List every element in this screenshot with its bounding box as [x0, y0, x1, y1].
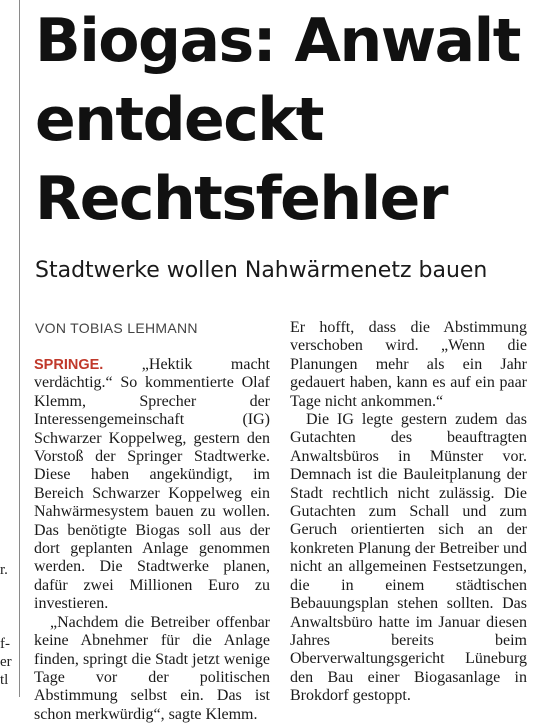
article-column-2	[290, 319, 527, 706]
dateline: SPRINGE.	[34, 357, 104, 373]
cut-off-text-fragment: tl	[0, 672, 9, 688]
headline-line: Biogas: Anwalt	[35, 6, 520, 76]
subheadline: Stadtwerke wollen Nahwärmenetz bauen	[35, 258, 488, 283]
headline	[35, 2, 555, 239]
article-paragraph: Die IG legte gestern zudem das Gutachten des beauftragten Anwaltsbüros in Münster vor. Demnach ist die Bauleitplanung der Stadt rechtlich nicht zulässig. Die Gutachten zum Schall und zum Geruch orientierten sich an der konkreten Planung der Betreiber und nicht an allgemeinen Festsetzungen, die in einem städtischen Bebauungsplan stehen sollten. Das Anwaltsbüro hatte im Januar diesen Jahres bereits beim Oberverwaltungsgericht Lüneburg den Bau einer Biogasanlage in Brokdorf gestoppt.	[290, 411, 527, 705]
column-divider-rule	[19, 0, 20, 697]
headline-line: entdeckt	[35, 85, 323, 155]
cut-off-text-fragment: f-	[0, 636, 10, 652]
cut-off-text-fragment: er	[0, 654, 12, 670]
article-paragraph	[34, 356, 270, 614]
article-paragraph: „Nachdem die Betreiber offenbar keine Abnehmer für die Anlage finden, springt die Stadt jetzt wenige Tage vor der politischen Abstimmung selbst ein. Das ist schon merkwürdig“, sagte Klemm.	[34, 613, 270, 723]
article-paragraph: Er hofft, dass die Abstimmung verschoben wird. „Wenn die Planungen mehr als ein Jahr gedauert haben, kann es auf ein paar Tage nicht ankommen.“	[290, 319, 527, 410]
cut-off-text-fragment: r.	[0, 562, 8, 578]
article-column-1	[34, 356, 270, 724]
paragraph-text: „Hektik macht verdächtig.“ So kommentierte Olaf Klemm, Sprecher der Interessengemeinschaft (IG) Schwarzer Koppelweg, gestern den Vorstoß der Springer Stadtwerke. Diese haben angekündigt, im Bereich Schwarzer Koppelweg ein Nahwärmesystem bauen zu wollen. Das benötigte Biogas soll aus der dort geplanten Anlage genommen werden. Die Stadtwerke planen, dafür zwei Millionen Euro zu investieren.	[34, 356, 270, 613]
byline: VON TOBIAS LEHMANN	[35, 320, 198, 336]
headline-line: Rechtsfehler	[35, 164, 447, 234]
